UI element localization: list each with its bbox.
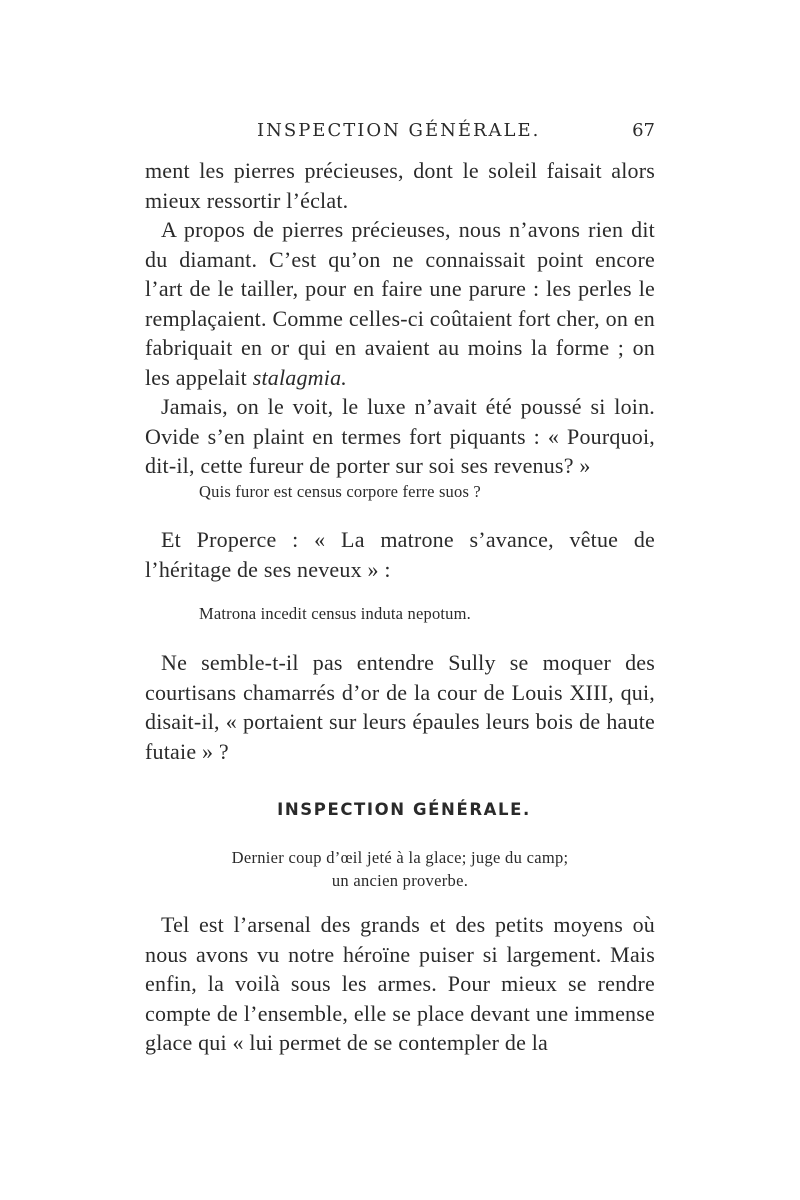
paragraph-properce: Et Properce : « La matrone s’avance, vêtue de l’héritage de ses neveux » : <box>145 527 655 582</box>
paragraph-diamond <box>145 215 655 392</box>
body-text-sully <box>145 648 655 766</box>
paragraph-arsenal: Tel est l’arsenal des grands et des petits moyens où nous avons vu notre héroïne puiser si largement. Mais enfin, la voilà sous les armes. Pour mieux se rendre compte de l’ensemble, elle se place devant une immense glace qui « lui permet de se contempler de la <box>145 912 655 1055</box>
body-text-section <box>145 910 655 1058</box>
paragraph-ovide: Jamais, on le voit, le luxe n’avait été poussé si loin. Ovide s’en plaint en termes fort piquants : « Pourquoi, dit-il, cette fureur de porter sur soi ses revenus? » <box>145 394 655 478</box>
epigraph-line-2: un ancien proverbe. <box>331 871 469 890</box>
italic-term: stalagmia. <box>252 364 347 390</box>
body-text-top <box>145 156 655 481</box>
latin-quote-properce: Matrona incedit census induta nepotum. <box>199 604 471 623</box>
section-epigraph <box>145 846 655 892</box>
page-number: 67 <box>632 120 655 141</box>
running-head <box>145 118 655 148</box>
paragraph-sully: Ne semble-t-il pas entendre Sully se moquer des courtisans chamarrés d’or de la cour de Louis XIII, qui, disait-il, « portaient sur leurs épaules leurs bois de haute futaie » ? <box>145 650 655 764</box>
paragraph-continuation: ment les pierres précieuses, dont le soleil faisait alors mieux ressortir l’éclat. <box>145 158 655 213</box>
latin-quote-ovide: Quis furor est census corpore ferre suos ? <box>199 482 481 501</box>
section-heading: INSPECTION GÉNÉRALE. <box>277 800 531 819</box>
body-text-properce <box>145 525 655 584</box>
epigraph-line-1: Dernier coup d’œil jeté à la glace; juge du camp; <box>231 848 569 867</box>
running-title: INSPECTION GÉNÉRALE. <box>257 120 541 141</box>
paragraph-diamond-text: A propos de pierres précieuses, nous n’avons rien dit du diamant. C’est qu’on ne connaissait point encore l’art de le tailler, pour en faire une parure : les perles le remplaçaient. Comme celles-ci coûtaient fort cher, on en fabriquait en or qui en avaient au moins la forme ; on les appelait <box>145 217 655 390</box>
